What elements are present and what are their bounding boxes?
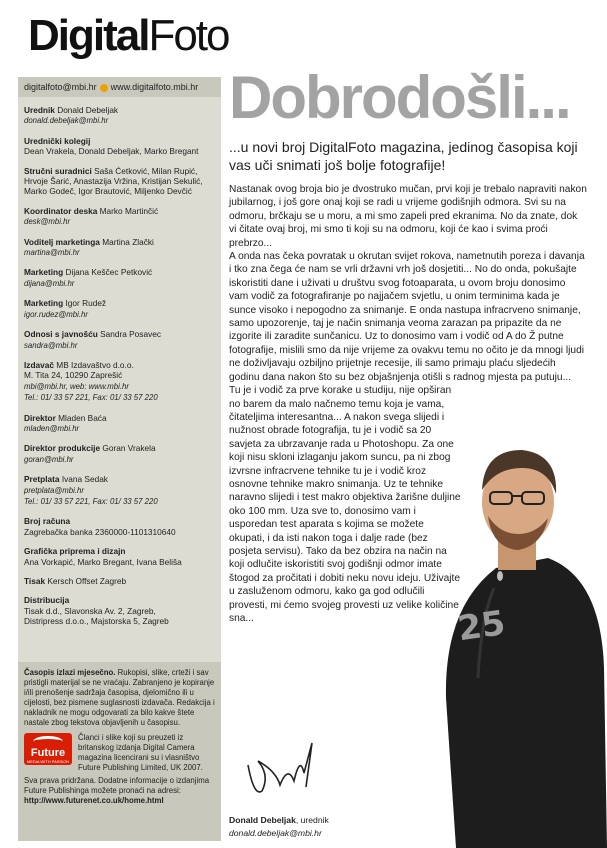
editor-photo: [436, 438, 607, 848]
staff-entry: [24, 105, 215, 127]
staff-role: Marketing: [24, 267, 64, 278]
staff-email: mladen@mbi.hr: [24, 423, 80, 433]
staff-name: Sandra Posavec: [100, 329, 161, 340]
staff-entry: [24, 413, 215, 435]
staff-list: [18, 97, 221, 627]
staff-name: Mladen Baća: [58, 412, 107, 423]
logo-foto: Foto: [148, 11, 229, 60]
future-logo: [24, 733, 72, 765]
staff-text: Zagrebačka banka 2360000-1101310640: [24, 526, 176, 537]
staff-role: Broj računa: [24, 516, 71, 527]
staff-email: martina@mbi.hr: [24, 248, 80, 258]
staff-text: M. Tita 24, 10290 Zaprešić: [24, 370, 123, 381]
staff-role: Distribucija: [24, 595, 70, 606]
future-license-after: [24, 776, 216, 806]
staff-role: Marketing: [24, 298, 64, 309]
editorial-paragraph-1: Nastanak ovog broja bio je dvostruko mučan, prvi koji je trebalo napraviti nakon jubilarnog, i još gore onaj koji se radi u vrijeme godišnjih odmora. Svi su na odmoru, brčkaju se u moru, a mi smo zapeli pred ekranima. No da znate, dok vi čitate ovaj broj, mi smo ti koji su na odmoru, koji će kao i svima proći prebrzo...: [229, 184, 587, 249]
staff-name: Donald Debeljak: [57, 105, 119, 115]
editor-name: Donald Debeljak: [229, 815, 296, 825]
staff-role: Urednički kolegij: [24, 135, 91, 146]
staff-entry: [24, 206, 215, 228]
staff-entry: [24, 237, 215, 259]
staff-name: Martina Zlački: [102, 236, 154, 247]
staff-email: sandra@mbi.hr: [24, 340, 78, 350]
staff-email: dijana@mbi.hr: [24, 278, 75, 288]
staff-name: Ivana Sedak: [61, 474, 108, 485]
staff-name: Saša Ćetković, Milan Rupić, Hrvoje Šarić, Anastazija Vržina, Kristijan Sekulić, Marko Godeč, Igor Brautović, Miljenko Devčić: [24, 165, 203, 197]
future-license: [18, 733, 221, 806]
staff-entry: [24, 546, 215, 567]
signature-name: [229, 815, 329, 826]
page-subtitle: ...u novi broj DigitalFoto magazina, jedinog časopisa koji vas uči snimati još bolje fotografije!: [229, 139, 578, 173]
editor-email[interactable]: donald.debeljak@mbi.hr: [229, 828, 322, 838]
staff-role: Odnosi s javnošću: [24, 329, 98, 340]
staff-entry: [24, 298, 215, 320]
staff-text: Ana Vorkapić, Marko Bregant, Ivana Beliša: [24, 556, 182, 567]
staff-name: Dijana Keščec Petković: [65, 267, 153, 278]
staff-entry: [24, 474, 215, 507]
contact-web[interactable]: www.digitalfoto.mbi.hr: [110, 82, 199, 92]
bullet-icon: [100, 84, 108, 92]
staff-email: goran@mbi.hr: [24, 454, 74, 464]
logo-digital: Digital: [28, 11, 149, 60]
contact-email[interactable]: digitalfoto@mbi.hr: [24, 82, 97, 92]
staff-email: desk@mbi.hr: [24, 217, 71, 227]
staff-name: MB Izdavaštvo d.o.o.: [56, 359, 134, 370]
editor-signature: [240, 735, 330, 805]
staff-entry: [24, 443, 215, 465]
staff-name: Kersch Offset Zagreb: [47, 576, 127, 586]
page-title: Dobrodošli...: [229, 64, 570, 131]
staff-role: Urednik: [24, 105, 55, 115]
staff-role: Stručni suradnici: [24, 165, 92, 176]
editorial-paragraph-3: Tu je i vodič za prve korake u studiju, nije opširan no barem da malo načnemo temu koja je vama, čitateljima interesantna... A nakon svega slijedi i nužnost obrade fotografija, tu je i vodič sa 20 savjeta za ubrzavanje rada u Photoshopu. Za one koji nisu skloni izlaganju jakom suncu, pa ni zbog izvrsne infracrvene tehnike tu je i vodič kroz osnovne tehnike makro snimanja. Uz te tehnike naravno slijedi i test makro objektiva žarišne duljine oko 100 mm. Uza sve to, donosimo vam i usporedan test aparata s kojima se možete okupati, i da isti nakon toga i dalje rade (bez posjeta servisu). Tako da bez obzira na način na koji odlučite iskoristiti svoj godišnji odmor imate štogod za pročitati i dobiti neku novu ideju. Uživajte u zasluženom odmoru, kako ga god odlučili provesti, mi ćemo svojeg provesti uz velike količine sna...: [229, 385, 461, 624]
staff-entry: [24, 136, 215, 157]
staff-name: Igor Rudež: [65, 298, 107, 309]
future-arc-icon: [33, 736, 63, 747]
future-license-text: Članci i slike koji su preuzeti iz britanskog izdanja Digital Camera magazina licencirani su i vlasništvo Future Publishing Limited, UK 2007.: [78, 733, 203, 773]
staff-entry: [24, 516, 215, 537]
staff-entry: [24, 267, 215, 289]
staff-role: Izdavač: [24, 359, 54, 370]
future-after-text: Sva prava pridržana. Dodatne informacije o izdanjima Future Publishinga možete pronaći na adresi:: [24, 776, 210, 796]
legal-notice-text: Rukopisi, slike, crteži i sav pristigli materijal se ne vraćaju. Zabranjeno je kopiranje i/ili prenošenje sadržaja časopisa, djelomično ili u cijelosti, bez pismene suglasnosti izdavača. Redakcija i nakladnik ne mogu odgovarati za bilo kakve štete nastale zbog tekstova objavljenih u časopisu.: [24, 668, 215, 727]
staff-text: Dean Vrakela, Donald Debeljak, Marko Bregant: [24, 146, 199, 157]
staff-role: Pretplata: [24, 474, 60, 485]
legal-notice-bold: Časopis izlazi mjesečno.: [24, 668, 116, 677]
staff-contact: Tel.: 01/ 33 57 221, Fax: 01/ 33 57 220: [24, 393, 158, 403]
legal-notice: [18, 662, 221, 727]
staff-contact: Tel.: 01/ 33 57 221, Fax: 01/ 33 57 220: [24, 496, 158, 506]
staff-entry: [24, 595, 215, 626]
staff-role: Tisak: [24, 576, 46, 586]
magazine-logo: [28, 11, 229, 70]
staff-name: Goran Vrakela: [102, 443, 156, 454]
editorial-paragraph-2: A onda nas čeka povratak u okrutan svijet rokova, nametnutih poreza i davanja i tko zna čega će nam se vrli državni vrh još dosjetiti... No do onda, pokušajte iskoristiti dane i uživati u društvu svog fotoaparata, u ovom broju donosimo vam vodič za fotografiranje po najjačem svjetlu, u onim terminima kada je sunce visoko i nepogodno za snimanje. E onda nastupa infracrveno snimanje, samo upozorenje, taj je način snimanja veoma zarazan pa pripazite da ne izgorite ili zaradite sunčanicu. Uz to donosimo vam i vodič od A do Ž putne fotografije, mislili smo da nije vrijeme za ovakvu temu no očito je da mnogi ljudi ne doživljavaju ozbiljno prijetnje recesije, ili samo primaju plaću sljedećih godinu dana nakon što su bez objašnjenja otišli s radnog mjesta pa putuju...: [229, 251, 585, 383]
legal-box: [18, 662, 221, 841]
staff-email: donald.debeljak@mbi.hr: [24, 116, 109, 126]
future-logo-word: Future: [30, 747, 66, 760]
staff-text: Tisak d.d., Slavonska Av. 2, Zagreb,: [24, 605, 156, 616]
future-logo-small: MEDIA WITH PASSION: [26, 759, 70, 765]
contact-bar: [18, 77, 221, 97]
future-url[interactable]: http://www.futurenet.co.uk/home.html: [24, 796, 164, 806]
editor-role: , urednik: [295, 815, 329, 825]
staff-entry: [24, 329, 215, 351]
staff-entry: [24, 360, 215, 404]
staff-role: Grafička priprema i dizajn: [24, 546, 126, 557]
svg-text:25: 25: [455, 603, 508, 650]
staff-email: pretplata@mbi.hr: [24, 485, 84, 495]
staff-role: Direktor produkcije: [24, 443, 101, 454]
staff-email: igor.rudez@mbi.hr: [24, 309, 88, 319]
staff-name: Marko Martinčić: [99, 205, 159, 216]
staff-entry: [24, 166, 215, 197]
staff-role: Voditelj marketinga: [24, 236, 100, 247]
staff-entry: [24, 576, 215, 586]
staff-role: Koordinator deska: [24, 205, 98, 216]
staff-text: Distripress d.o.o., Majstorska 5, Zagreb: [24, 616, 169, 627]
staff-contact: mbi@mbi.hr, web: www.mbi.hr: [24, 381, 129, 391]
masthead-sidebar: [18, 77, 221, 841]
staff-role: Direktor: [24, 412, 56, 423]
